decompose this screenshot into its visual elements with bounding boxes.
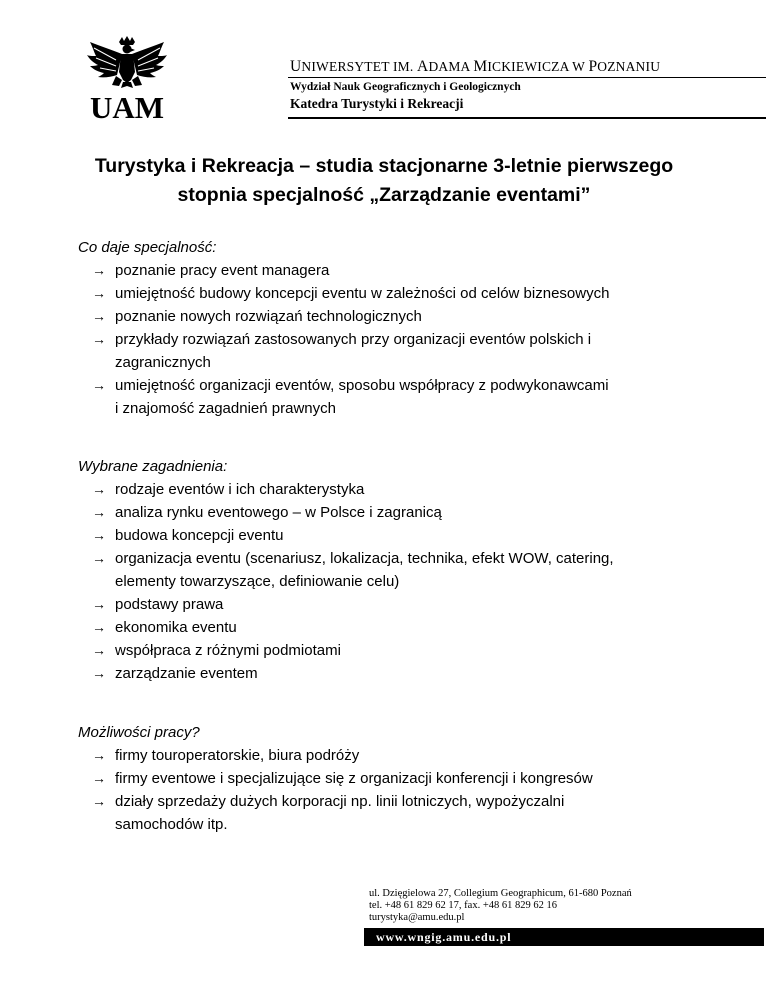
arrow-icon: → (92, 331, 106, 347)
arrow-icon: → (92, 770, 106, 786)
arrow-icon: → (92, 481, 106, 497)
list-item-text: umiejętność budowy koncepcji eventu w zależności od celów biznesowych (115, 285, 610, 302)
list-item-text: organizacja eventu (scenariusz, lokalizacja, technika, efekt WOW, catering, elementy towarzyszące, definiowanie celu) (115, 550, 614, 590)
arrow-icon: → (92, 377, 106, 393)
footer-website-link[interactable]: www.wngig.amu.edu.pl (364, 928, 764, 946)
arrow-icon: → (92, 285, 106, 301)
uam-eagle-logo (86, 36, 168, 120)
footer-address: ul. Dzięgielowa 27, Collegium Geographicum, 61-680 Poznań (369, 888, 632, 899)
list-item-text: poznanie pracy event managera (115, 262, 330, 279)
list-item (78, 305, 718, 328)
list-item-text: firmy eventowe i specjalizujące się z organizacji konferencji i kongresów (115, 770, 593, 787)
arrow-icon: → (92, 642, 106, 658)
list-item (78, 593, 718, 616)
arrow-icon: → (92, 262, 106, 278)
list-item (78, 282, 718, 305)
arrow-icon: → (92, 665, 106, 681)
list-item-text: współpraca z różnymi podmiotami (115, 642, 341, 659)
page-title (40, 152, 728, 210)
list-item (78, 639, 718, 662)
faculty-name: Wydział Nauk Geograficznych i Geologicznych (290, 81, 521, 93)
arrow-icon: → (92, 504, 106, 520)
list-item-text: działy sprzedaży dużych korporacji np. linii lotniczych, wypożyczalni samochodów itp. (115, 793, 565, 833)
university-name: UNIWERSYTET IM. ADAMA MICKIEWICZA W POZNANIU (290, 58, 661, 75)
section-benefits (78, 236, 718, 420)
arrow-icon: → (92, 550, 106, 566)
list-item-text: firmy touroperatorskie, biura podróży (115, 747, 360, 764)
section-heading: Możliwości pracy? (78, 724, 200, 741)
list-item (78, 478, 718, 501)
benefits-list (78, 259, 718, 420)
list-item (78, 662, 718, 685)
list-item-text: podstawy prawa (115, 596, 224, 613)
list-item-text: umiejętność organizacji eventów, sposobu współpracy z podwykonawcami i znajomość zagadnień prawnych (115, 377, 609, 417)
list-item (78, 616, 718, 639)
department-name: Katedra Turystyki i Rekreacji (290, 96, 464, 111)
department-divider (288, 117, 766, 119)
list-item (78, 767, 718, 790)
list-item-text: ekonomika eventu (115, 619, 237, 636)
footer-contact (369, 888, 632, 924)
list-item (78, 259, 718, 282)
list-item-text: rodzaje eventów i ich charakterystyka (115, 481, 365, 498)
arrow-icon: → (92, 619, 106, 635)
section-heading: Co daje specjalność: (78, 239, 217, 256)
list-item-text: budowa koncepcji eventu (115, 527, 284, 544)
section-topics (78, 455, 718, 685)
footer-phone: tel. +48 61 829 62 17, fax. +48 61 829 62 16 (369, 900, 557, 911)
list-item (78, 790, 718, 836)
section-heading: Wybrane zagadnienia: (78, 458, 228, 475)
list-item (78, 328, 718, 374)
footer-email: turystyka@amu.edu.pl (369, 912, 465, 923)
list-item (78, 744, 718, 767)
section-career (78, 721, 718, 836)
list-item (78, 547, 718, 593)
list-item (78, 524, 718, 547)
list-item-text: przykłady rozwiązań zastosowanych przy organizacji eventów polskich i zagranicznych (115, 331, 592, 371)
arrow-icon: → (92, 747, 106, 763)
arrow-icon: → (92, 527, 106, 543)
topics-list (78, 478, 718, 685)
list-item-text: analiza rynku eventowego – w Polsce i zagranicą (115, 504, 442, 521)
title-line-2: stopnia specjalność „Zarządzanie eventami” (177, 184, 591, 206)
header-divider (288, 77, 766, 78)
list-item (78, 374, 718, 420)
title-line-1: Turystyka i Rekreacja – studia stacjonarne 3-letnie pierwszego (94, 155, 674, 177)
logo-letters: UAM (89, 90, 165, 120)
arrow-icon: → (92, 793, 106, 809)
career-list (78, 744, 718, 836)
list-item (78, 501, 718, 524)
list-item-text: poznanie nowych rozwiązań technologicznych (115, 308, 422, 325)
arrow-icon: → (92, 596, 106, 612)
list-item-text: zarządzanie eventem (115, 665, 258, 682)
arrow-icon: → (92, 308, 106, 324)
